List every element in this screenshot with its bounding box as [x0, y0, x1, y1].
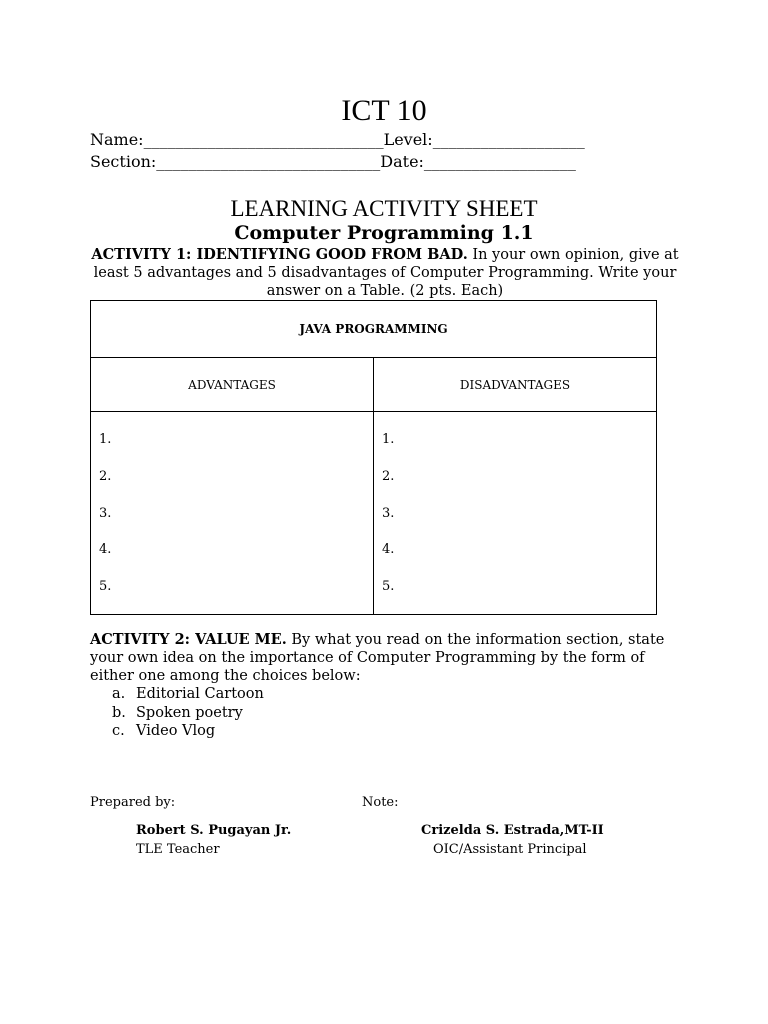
choice-letter: b.: [112, 704, 126, 721]
choice-letter: c.: [112, 723, 125, 739]
prepared-by-label: Prepared by:: [90, 795, 176, 810]
activity2-text: By what you read on the information section, state your own idea on the importance of Computer Programming by the form of either one among the choices below:: [90, 632, 665, 684]
table-header: JAVA PROGRAMMING: [91, 301, 657, 358]
disadvantage-item: 3.: [382, 505, 395, 521]
disadvantages-header: DISADVANTAGES: [374, 358, 657, 412]
note-label: Note:: [362, 795, 399, 810]
level-blank: ___________________: [432, 130, 585, 149]
activity2-choices: [112, 685, 264, 741]
disadvantage-item: 5.: [382, 579, 395, 595]
activity1-table: [90, 300, 657, 615]
advantage-item: 4.: [99, 542, 112, 558]
page-title: ICT 10: [341, 94, 427, 127]
approver-role: OIC/Assistant Principal: [433, 842, 587, 857]
advantage-item: 2.: [99, 468, 112, 484]
disadvantage-item: 1.: [382, 432, 395, 447]
activity1-heading: ACTIVITY 1: IDENTIFYING GOOD FROM BAD.: [91, 246, 468, 263]
choice-item: [112, 704, 264, 723]
date-label: Date:: [380, 152, 424, 171]
date-blank: ___________________: [423, 152, 576, 171]
advantage-item: 1.: [99, 432, 112, 447]
preparer-name: Robert S. Pugayan Jr.: [136, 823, 292, 838]
activity1-text: In your own opinion, give at least 5 advantages and 5 disadvantages of Computer Programming. Write your answer on a Table. (2 pts. Each): [93, 247, 679, 299]
disadvantage-item: 2.: [382, 468, 395, 484]
choice-text: Spoken poetry: [136, 704, 243, 721]
level-label: Level:: [383, 130, 433, 149]
activity2-instructions: [90, 631, 680, 685]
name-blank: ______________________________: [143, 130, 384, 149]
choice-item: [112, 722, 264, 741]
choice-item: [112, 685, 264, 704]
preparer-role: TLE Teacher: [136, 842, 220, 857]
sheet-title: LEARNING ACTIVITY SHEET: [230, 196, 538, 221]
subject-title: Computer Programming 1.1: [234, 222, 534, 244]
advantage-item: 5.: [99, 579, 112, 595]
section-label: Section:: [90, 152, 157, 171]
name-label: Name:: [90, 130, 144, 149]
advantages-cell: [91, 412, 374, 615]
choice-text: Editorial Cartoon: [136, 686, 264, 702]
advantages-header: ADVANTAGES: [91, 358, 374, 412]
advantage-item: 3.: [99, 505, 112, 521]
disadvantage-item: 4.: [382, 542, 395, 558]
section-date-row: [90, 152, 576, 171]
name-level-row: [90, 130, 585, 149]
choice-text: Video Vlog: [136, 723, 216, 739]
choice-letter: a.: [112, 686, 126, 702]
activity1-instructions: [90, 246, 680, 300]
disadvantages-cell: [374, 412, 657, 615]
section-blank: ____________________________: [156, 152, 381, 171]
activity2-heading: ACTIVITY 2: VALUE ME.: [90, 631, 287, 648]
approver-name: Crizelda S. Estrada,MT-II: [421, 823, 604, 838]
